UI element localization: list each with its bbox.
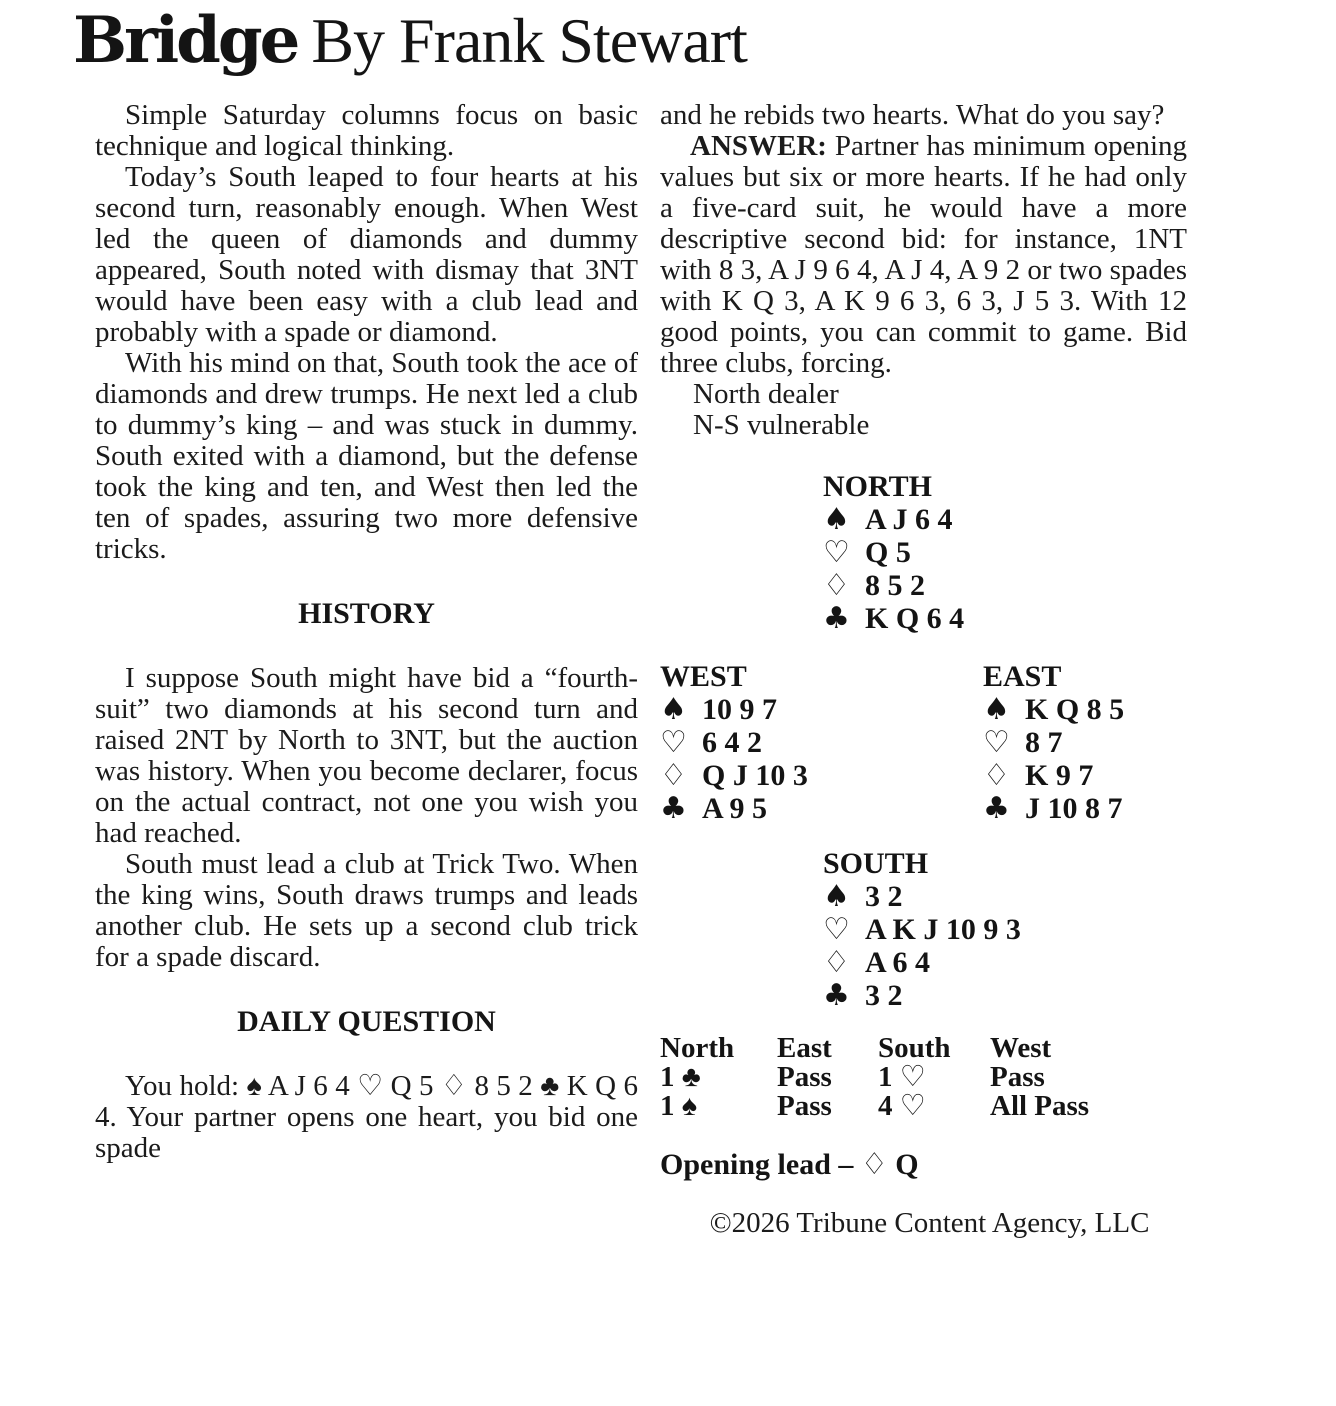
answer-paragraph	[660, 131, 1187, 379]
diamond-icon: ♢	[983, 758, 1010, 793]
east-diamonds-row	[983, 759, 1187, 792]
deal-story-paragraph: Today’s South leaped to four hearts at his second turn, reasonably enough. When West led the queen of diamonds and dummy appeared, South noted with dismay that 3NT would have been easy with a club lead and probably with a spade or diamond.	[95, 161, 638, 348]
daily-question-heading: DAILY QUESTION	[237, 1005, 496, 1038]
east-clubs-row	[983, 792, 1187, 825]
spade-icon: ♠	[660, 692, 687, 727]
bidding-table	[660, 1034, 1187, 1121]
east-hearts-row	[983, 726, 1187, 759]
intro-paragraph: Simple Saturday columns focus on basic technique and logical thinking.	[95, 99, 638, 162]
heart-icon: ♡	[823, 535, 850, 570]
hand-east-label: EAST	[983, 660, 1062, 693]
answer-label: ANSWER:	[690, 130, 827, 162]
hand-north	[823, 470, 1187, 635]
bid-cell: All Pass	[990, 1090, 1090, 1122]
south-spades-row	[823, 880, 1187, 913]
bid-cell: 1 ♣	[660, 1061, 701, 1093]
answer-text: Partner has minimum opening values but six or more hearts. If he had only a five-card suit, he would have a more descriptive second bid: for instance, 1NT with 8 3, A J 9 6 4, A J 4, A 9 2 or two spades with K Q 3, A K 9 6 3, 6 3, J 5 3. With 12 good points, you can commit to game. Bid three clubs, forcing.	[660, 130, 1187, 379]
bid-cell: Pass	[777, 1061, 832, 1093]
vulnerable-line: N-S vulnerable	[693, 409, 870, 441]
bid-cell: Pass	[777, 1090, 832, 1122]
column-name: Bridge	[73, 3, 298, 78]
east-diamonds-cards: K 9 7	[1025, 759, 1094, 792]
south-diamonds-row	[823, 946, 1187, 979]
bidding-row-1	[660, 1063, 1187, 1092]
dealer-line: North dealer	[693, 378, 839, 410]
north-spades-row	[823, 503, 1187, 536]
bidding-header-west: West	[990, 1032, 1052, 1064]
hand-north-label: NORTH	[823, 470, 932, 503]
west-hearts-row	[660, 726, 983, 759]
hand-east	[983, 660, 1187, 825]
bid-cell: 1 ♠	[660, 1090, 698, 1122]
deal-diagram	[660, 470, 1187, 1012]
west-hearts-cards: 6 4 2	[702, 726, 762, 759]
byline: By Frank Stewart	[311, 5, 747, 76]
north-clubs-row	[823, 602, 1187, 635]
east-clubs-cards: J 10 8 7	[1025, 792, 1123, 825]
hand-south	[823, 847, 1187, 1012]
history-paragraph-1: I suppose South might have bid a “fourth-suit” two diamonds at his second turn and raised 2NT by North to 3NT, but the auction was history. When you become declarer, focus on the actual contract, not one you wish you had reached.	[95, 662, 638, 849]
hand-west	[660, 660, 983, 825]
west-clubs-cards: A 9 5	[702, 792, 768, 825]
south-hearts-cards: A K J 10 9 3	[865, 913, 1021, 946]
west-clubs-row	[660, 792, 983, 825]
bidding-header-east: East	[777, 1032, 832, 1064]
bid-cell: Pass	[990, 1061, 1045, 1093]
bidding-header-row	[660, 1034, 1187, 1063]
west-spades-cards: 10 9 7	[702, 693, 777, 726]
bidding-header-south: South	[878, 1032, 951, 1064]
club-icon: ♣	[823, 978, 850, 1013]
heart-icon: ♡	[823, 912, 850, 947]
heart-icon: ♡	[660, 725, 687, 760]
east-spades-row	[983, 693, 1187, 726]
north-diamonds-row	[823, 569, 1187, 602]
bid-cell: 4 ♡	[878, 1090, 926, 1122]
question-continuation-text: and he rebids two hearts. What do you say?	[660, 99, 1165, 131]
diamond-icon: ♢	[823, 568, 850, 603]
south-clubs-cards: 3 2	[865, 979, 903, 1012]
diamond-icon: ♢	[660, 758, 687, 793]
bidding-header-north: North	[660, 1032, 735, 1064]
heart-icon: ♡	[983, 725, 1010, 760]
left-column	[95, 100, 638, 1164]
bidding-row-2	[660, 1092, 1187, 1121]
south-clubs-row	[823, 979, 1187, 1012]
spade-icon: ♠	[823, 879, 850, 914]
club-icon: ♣	[660, 791, 687, 826]
opening-lead: Opening lead – ♢ Q	[660, 1148, 919, 1181]
north-hearts-row	[823, 536, 1187, 569]
hand-west-label: WEST	[660, 660, 747, 693]
bid-cell: 1 ♡	[878, 1061, 926, 1093]
west-spades-row	[660, 693, 983, 726]
daily-question-text: You hold: ♠ A J 6 4 ♡ Q 5 ♢ 8 5 2 ♣ K Q 6 4. Your partner opens one heart, you bid one spade	[95, 1070, 638, 1164]
west-diamonds-row	[660, 759, 983, 792]
north-diamonds-cards: 8 5 2	[865, 569, 925, 602]
south-hearts-row	[823, 913, 1187, 946]
copyright: ©2026 Tribune Content Agency, LLC	[709, 1207, 1150, 1239]
spade-icon: ♠	[983, 692, 1010, 727]
history-heading: HISTORY	[298, 597, 435, 630]
page-title	[73, 4, 747, 78]
spade-icon: ♠	[823, 502, 850, 537]
north-spades-cards: A J 6 4	[865, 503, 953, 536]
north-clubs-cards: K Q 6 4	[865, 602, 965, 635]
west-diamonds-cards: Q J 10 3	[702, 759, 808, 792]
history-paragraph-2: South must lead a club at Trick Two. When the king wins, South draws trumps and leads another club. He sets up a second club trick for a spade discard.	[95, 848, 638, 973]
south-diamonds-cards: A 6 4	[865, 946, 931, 979]
club-icon: ♣	[983, 791, 1010, 826]
east-hearts-cards: 8 7	[1025, 726, 1063, 759]
east-spades-cards: K Q 8 5	[1025, 693, 1125, 726]
north-hearts-cards: Q 5	[865, 536, 911, 569]
west-east-row	[660, 660, 1187, 825]
play-story-paragraph: With his mind on that, South took the ace of diamonds and drew trumps. He next led a club to dummy’s king – and was stuck in dummy. South exited with a diamond, but the defense took the king and ten, and West then led the ten of spades, assuring two more defensive tricks.	[95, 347, 638, 565]
south-spades-cards: 3 2	[865, 880, 903, 913]
diamond-icon: ♢	[823, 945, 850, 980]
club-icon: ♣	[823, 601, 850, 636]
hand-south-label: SOUTH	[823, 847, 929, 880]
right-column	[660, 100, 1187, 1239]
